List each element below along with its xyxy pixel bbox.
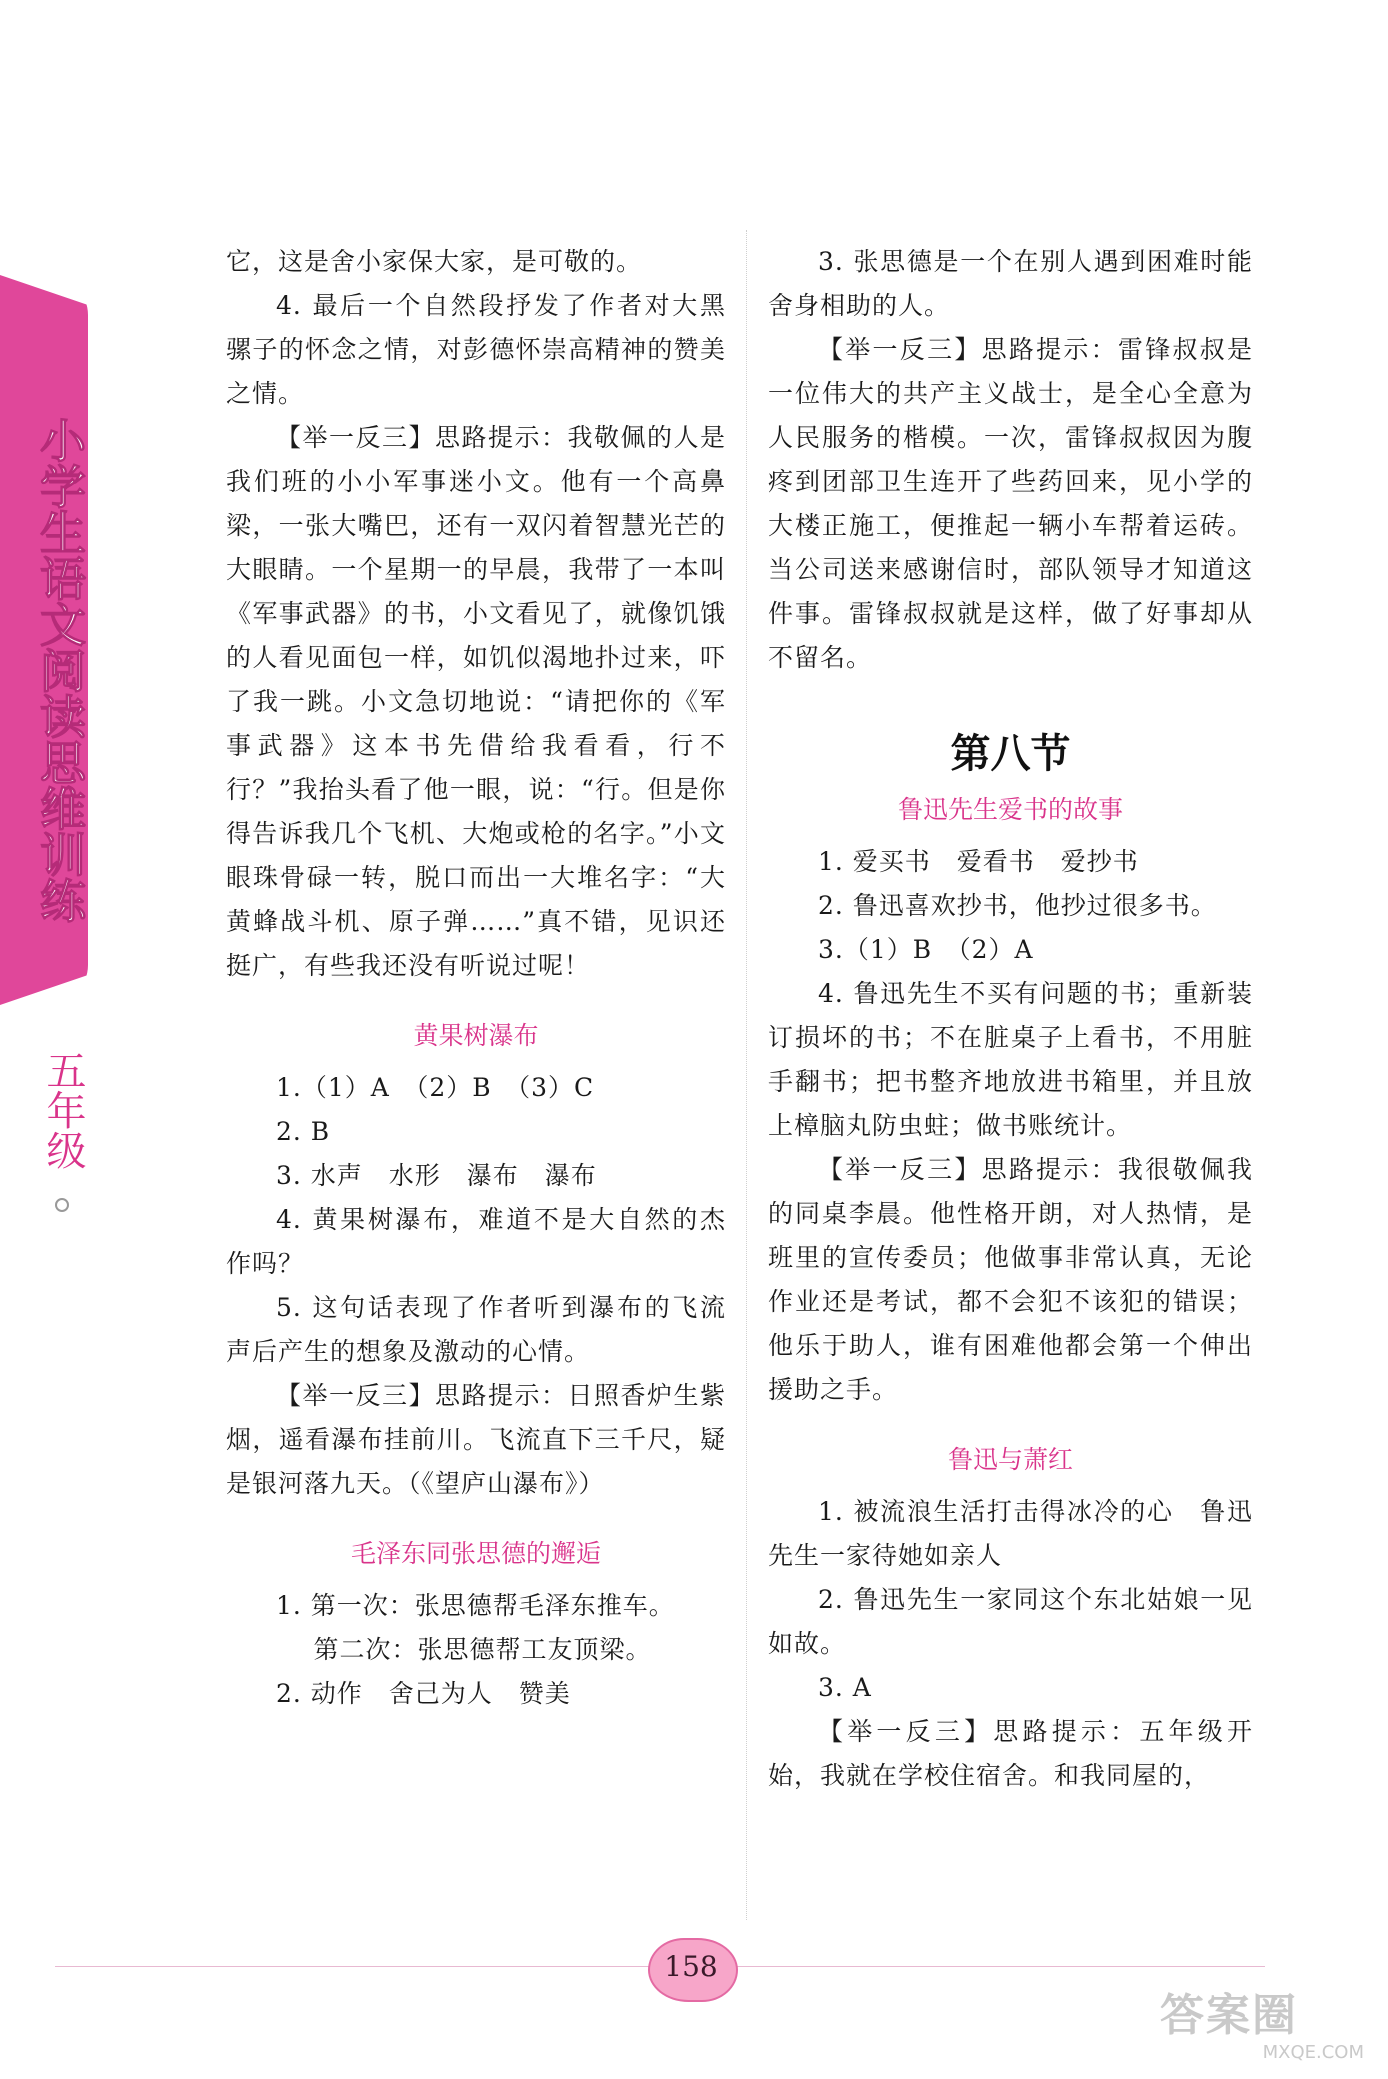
answer-item: 3.（1）B （2）A — [818, 935, 1034, 964]
subsection-heading: 黄果树瀑布 — [413, 1021, 539, 1050]
right-column — [768, 240, 1253, 1798]
page-number: 158 — [664, 1950, 718, 1983]
answer-item: 2. 鲁迅先生一家同这个东北姑娘一见如故。 — [768, 1585, 1253, 1658]
answer-item: 【举一反三】思路提示：日照香炉生紫烟，遥看瀑布挂前川。飞流直下三千尺，疑是银河落九天。（《望庐山瀑布》） — [226, 1381, 726, 1498]
answer-item: 3. A — [818, 1673, 872, 1702]
answer-item: 2. 鲁迅喜欢抄书，他抄过很多书。 — [818, 891, 1217, 920]
answer-item: 5. 这句话表现了作者听到瀑布的飞流声后产生的想象及激动的心情。 — [226, 1293, 726, 1366]
answer-item: 2. 动作 舍己为人 赞美 — [276, 1679, 571, 1708]
book-title-vertical: 小学生语文阅读思维训练 — [33, 417, 87, 923]
subsection-heading: 鲁迅先生爱书的故事 — [897, 795, 1123, 824]
column-divider — [746, 230, 747, 1920]
answer-item: 1. 第一次：张思德帮毛泽东推车。 — [276, 1591, 675, 1620]
watermark-url: MXQE.COM — [1262, 2042, 1364, 2063]
paragraph: 它，这是舍小家保大家，是可敬的。 — [226, 247, 643, 276]
answer-item: 1.（1）A （2）B （3）C — [276, 1073, 595, 1102]
answer-item: 1. 爱买书 爱看书 爱抄书 — [818, 847, 1139, 876]
answer-item: 2. B — [276, 1117, 331, 1146]
section-title: 第八节 — [950, 731, 1071, 777]
answer-item: 【举一反三】思路提示：五年级开始，我就在学校住宿舍。和我同屋的， — [768, 1717, 1253, 1790]
answer-item: 【举一反三】思路提示：我很敬佩我的同桌李晨。他性格开朗，对人热情，是班里的宣传委员；他做事非常认真，无论作业还是考试，都不会犯不该犯的错误；他乐于助人，谁有困难他都会第一个伸出援助之手。 — [768, 1155, 1253, 1404]
answer-item: 3. 张思德是一个在别人遇到困难时能舍身相助的人。 — [768, 247, 1253, 320]
answer-item: 第二次：张思德帮工友顶梁。 — [313, 1635, 652, 1664]
left-column — [226, 240, 726, 1716]
answer-item: 3. 水声 水形 瀑布 瀑布 — [276, 1161, 597, 1190]
grade-label: 五年级 — [40, 1050, 86, 1170]
circle-icon — [55, 1198, 69, 1212]
paragraph: 【举一反三】思路提示：我敬佩的人是我们班的小小军事迷小文。他有一个高鼻梁，一张大嘴巴，还有一双闪着智慧光芒的大眼睛。一个星期一的早晨，我带了一本叫《军事武器》的书，小文看见了，就像饥饿的人看见面包一样，如饥似渴地扑过来，吓了我一跳。小文急切地说：“请把你的《军事武器》这本书先借给我看看，行不行？”我抬头看了他一眼，说：“行。但是你得告诉我几个飞机、大炮或枪的名字。”小文眼珠骨碌一转，脱口而出一大堆名字：“大黄蜂战斗机、原子弹……”真不错，见识还挺广，有些我还没有听说过呢！ — [226, 423, 726, 980]
subsection-heading: 毛泽东同张思德的邂逅 — [350, 1539, 601, 1568]
answer-item: 【举一反三】思路提示：雷锋叔叔是一位伟大的共产主义战士，是全心全意为人民服务的楷模。一次，雷锋叔叔因为腹疼到团部卫生连开了些药回来，见小学的大楼正施工，便推起一辆小车帮着运砖。当公司送来感谢信时，部队领导才知道这件事。雷锋叔叔就是这样，做了好事却从不留名。 — [768, 335, 1253, 672]
answer-item: 4. 黄果树瀑布，难道不是大自然的杰作吗？ — [226, 1205, 726, 1278]
watermark — [1160, 1990, 1370, 2070]
subsection-heading: 鲁迅与萧红 — [947, 1445, 1073, 1474]
answer-item: 1. 被流浪生活打击得冰冷的心 鲁迅先生一家待她如亲人 — [768, 1497, 1253, 1570]
answer-item: 4. 鲁迅先生不买有问题的书；重新装订损坏的书；不在脏桌子上看书，不用脏手翻书；把书整齐地放进书箱里，并且放上樟脑丸防虫蛀；做书账统计。 — [768, 979, 1253, 1140]
watermark-logo: 答案圈 — [1160, 1990, 1298, 2041]
paragraph: 4. 最后一个自然段抒发了作者对大黑骡子的怀念之情，对彭德怀崇高精神的赞美之情。 — [226, 291, 726, 408]
